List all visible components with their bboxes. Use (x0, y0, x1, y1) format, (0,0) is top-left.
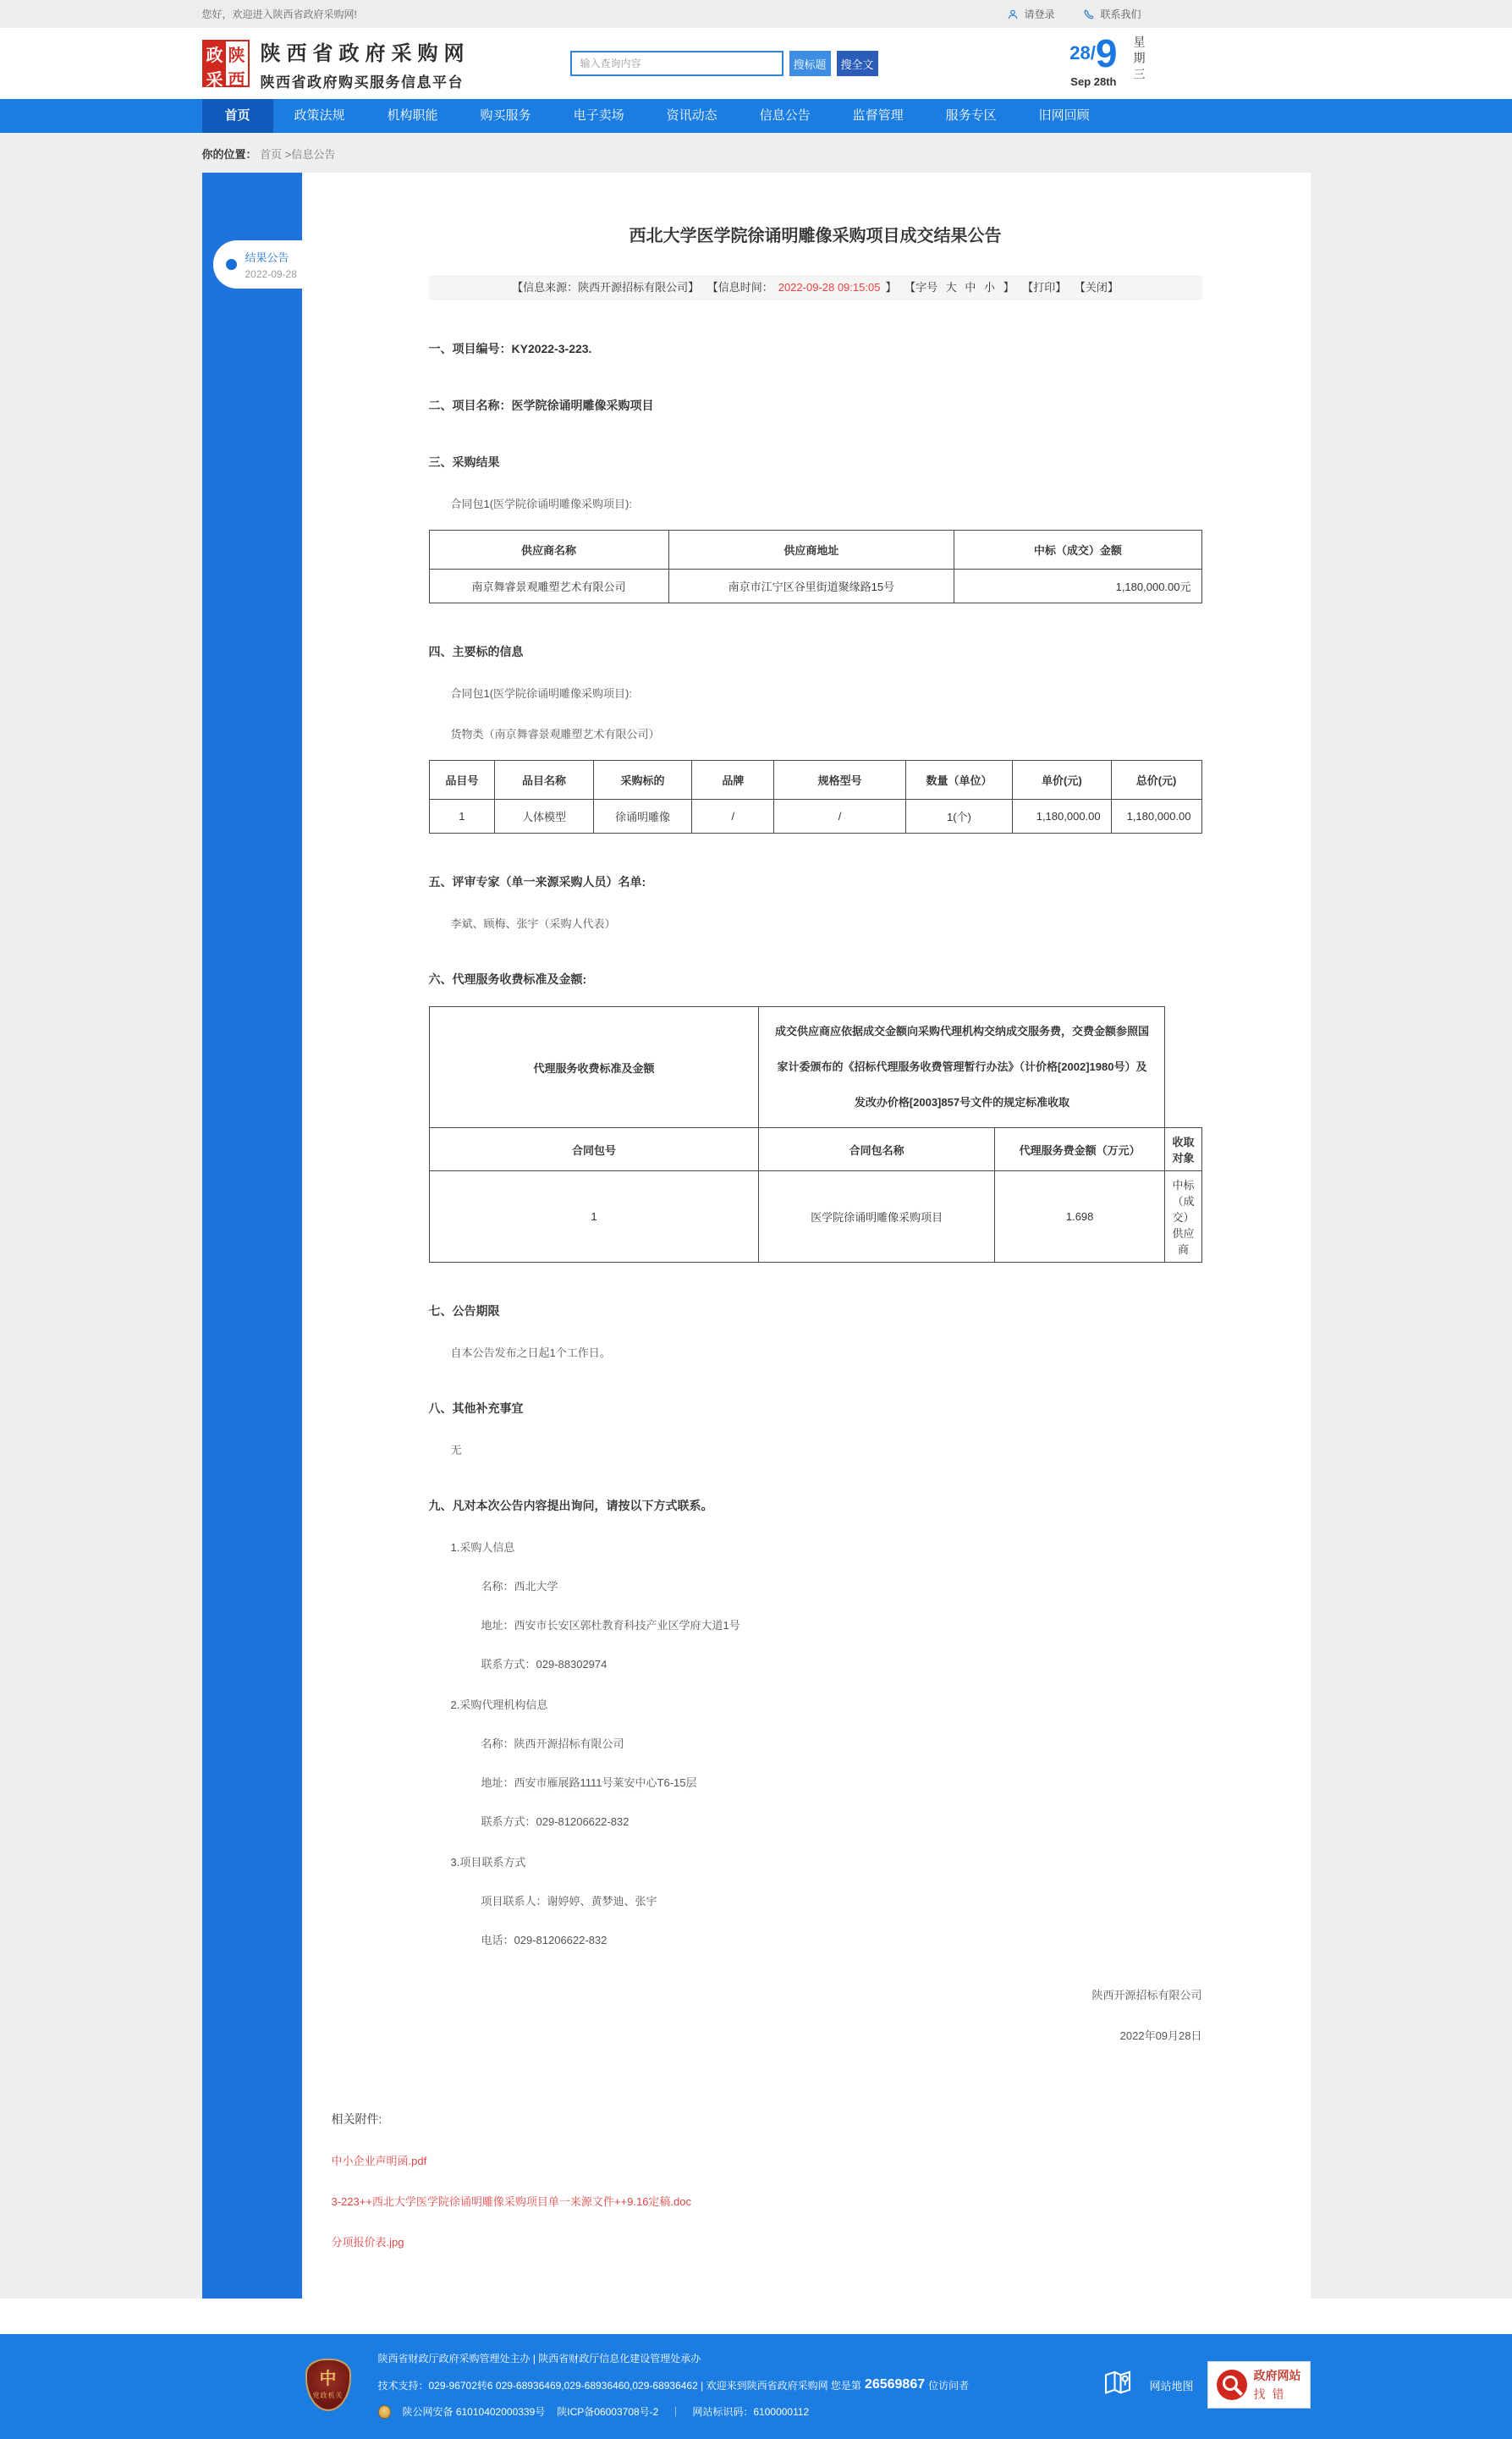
footer-beian-line (378, 2404, 970, 2419)
supplier-address-cell: 南京市江宁区谷里街道聚缘路15号 (668, 570, 954, 603)
seal-char: 西 (228, 71, 245, 90)
announcement-period-line: 自本公告发布之日起1个工作日。 (450, 1346, 611, 1359)
column-header: 合同包名称 (759, 1128, 994, 1171)
contract-package-line: 合同包1(医学院徐诵明雕像采购项目): (450, 498, 633, 510)
attachments-label: 相关附件: (331, 2112, 382, 2126)
experts-list-line: 李斌、顾梅、张宇（采购人代表） (450, 917, 616, 930)
contact-line: 名称：陕西开源招标有限公司 (481, 1737, 624, 1750)
table-row (429, 570, 1201, 603)
contact-group-title: 3.项目联系方式 (450, 1856, 526, 1869)
column-header: 品目名称 (495, 761, 594, 800)
supplier-table (429, 530, 1202, 603)
close-button[interactable]: 【关闭】 (1074, 281, 1119, 294)
nav-item-home[interactable]: 首页 (202, 99, 273, 133)
info-source: 【信息来源：陕西开源招标有限公司】 (512, 281, 700, 294)
fontsize-large-button[interactable]: 大 (945, 281, 957, 294)
fee-standard-label-cell: 代理服务收费标准及金额 (429, 1007, 759, 1128)
column-header: 供应商名称 (429, 531, 668, 570)
item-name-cell: 人体模型 (495, 800, 594, 834)
procurement-target-cell: 徐诵明雕像 (593, 800, 692, 834)
info-time-value: 2022-09-28 09:15:05 (778, 281, 881, 294)
column-header: 中标（成交）金额 (954, 531, 1201, 570)
total-price-cell: 1,180,000.00 (1111, 800, 1201, 834)
column-header: 单价(元) (1013, 761, 1112, 800)
contact-link[interactable] (1083, 7, 1141, 21)
login-label: 请登录 (1024, 8, 1055, 20)
other-matters-line: 无 (450, 1444, 462, 1456)
contact-line: 联系方式：029-81206622-832 (481, 1815, 630, 1828)
info-time-label: 【信息时间： (707, 281, 773, 294)
date-english: Sep 28th (1070, 75, 1117, 88)
print-button[interactable]: 【打印】 (1022, 281, 1067, 294)
item-no-cell: 1 (429, 800, 495, 834)
table-row (429, 1007, 1201, 1128)
spec-cell: / (774, 800, 905, 834)
attachment-link-doc[interactable]: 3-223++西北大学医学院徐诵明雕像采购项目单一来源文件++9.16定稿.doc (331, 2195, 691, 2208)
attachment-link-jpg[interactable]: 分项报价表.jpg (331, 2236, 404, 2249)
emblem-char: 中 (319, 2369, 337, 2388)
emblem-text: 党政机关 (312, 2391, 344, 2399)
site-subtitle: 陕西省政府购买服务信息平台 (260, 74, 464, 91)
gov-site-error-report-button[interactable] (1207, 2361, 1311, 2409)
breadcrumb-home-link[interactable]: 首页 (260, 148, 283, 161)
package-no-cell: 1 (429, 1171, 759, 1263)
search-title-button[interactable]: 搜标题 (789, 51, 831, 76)
welcome-text: 您好，欢迎进入陕西省政府采购网! (201, 8, 357, 20)
contact-line: 地址：西安市长安区郭杜教育科技产业区学府大道1号 (481, 1619, 740, 1632)
sidebar-category-label: 结果公告 (245, 251, 289, 264)
nav-item-service-zone[interactable]: 服务专区 (945, 108, 997, 123)
award-amount-cell: 1,180,000.00元 (954, 570, 1201, 603)
section-4-heading: 四、主要标的信息 (428, 645, 524, 658)
sitemap-link[interactable]: 网站地图 (1149, 2379, 1194, 2392)
section-6-heading: 六、代理服务收费标准及金额: (428, 972, 587, 986)
bullet-dot-icon (226, 259, 237, 270)
column-header: 代理服务费金额（万元） (994, 1128, 1165, 1171)
login-link[interactable] (1007, 7, 1054, 21)
icp-beian-link[interactable]: 陕ICP备06003708号-2 (557, 2406, 659, 2418)
contact-group-title: 1.采购人信息 (450, 1541, 515, 1554)
footer-organizer-line: 陕西省财政厅政府采购管理处主办 | 陕西省财政厅信息化建设管理处承办 (377, 2353, 701, 2365)
column-header: 品目号 (429, 761, 495, 800)
column-header: 规格型号 (774, 761, 905, 800)
fee-payer-cell: 中标（成交）供应商 (1165, 1171, 1201, 1263)
quantity-cell: 1(个) (905, 800, 1012, 834)
site-title: 陕西省政府采购网 (260, 41, 470, 65)
column-header: 采购标的 (593, 761, 692, 800)
seal-char: 陕 (228, 47, 245, 65)
supplier-name-cell: 南京舞睿景观雕塑艺术有限公司 (429, 570, 668, 603)
breadcrumb-separator: > (284, 148, 292, 161)
contact-group-title: 2.采购代理机构信息 (450, 1698, 548, 1711)
items-table (429, 760, 1202, 834)
sidebar-date-label: 2022-09-28 (245, 268, 297, 280)
breadcrumb (202, 133, 1311, 173)
breadcrumb-label: 你的位置： (201, 148, 257, 161)
breadcrumb-bar (0, 133, 1512, 173)
findbox-title: 政府网站 (1253, 2369, 1301, 2382)
visitor-count: 26569867 (864, 2377, 926, 2392)
section-3-heading: 三、采购结果 (428, 455, 500, 469)
column-header: 收取对象 (1165, 1128, 1201, 1171)
footer-support-line (378, 2377, 970, 2392)
top-utility-bar (0, 0, 1512, 28)
signoff-company: 陕西开源招标有限公司 (1091, 1989, 1202, 2001)
seal-char: 政 (206, 47, 223, 65)
search-bar (570, 51, 878, 76)
section-1-heading: 一、项目编号：KY2022-3-223. (428, 342, 592, 355)
site-logo[interactable] (202, 36, 470, 91)
user-icon (1007, 8, 1019, 20)
date-month: 9 (1095, 31, 1118, 75)
weekday-label: 星期三 (1132, 36, 1146, 84)
signoff-date: 2022年09月28日 (1119, 2029, 1202, 2042)
attachments-section (302, 2111, 1311, 2249)
agency-fee-table (429, 1006, 1202, 1263)
breadcrumb-current: 信息公告 (291, 148, 336, 161)
seal-logo-icon (202, 40, 250, 90)
date-day: 28 (1069, 42, 1091, 63)
contract-package-line: 合同包1(医学院徐诵明雕像采购项目): (450, 687, 633, 700)
table-row (429, 800, 1201, 834)
section-7-heading: 七、公告期限 (428, 1304, 500, 1318)
main-nav (0, 99, 1512, 133)
fontsize-medium-button[interactable]: 中 (965, 281, 976, 294)
column-header: 品牌 (692, 761, 774, 800)
nav-item-news[interactable]: 资讯动态 (666, 108, 718, 123)
column-header: 供应商地址 (668, 531, 954, 570)
table-header-row (429, 531, 1201, 570)
contact-line: 名称：西北大学 (481, 1580, 558, 1593)
nav-item-functions[interactable]: 机构职能 (387, 108, 438, 123)
brand-cell: / (692, 800, 774, 834)
page-title: 西北大学医学院徐诵明雕像采购项目成交结果公告 (629, 227, 1002, 245)
phone-icon (1083, 8, 1095, 20)
seal-char: 采 (206, 71, 223, 90)
date-widget (1069, 31, 1147, 93)
fee-amount-cell: 1.698 (994, 1171, 1165, 1263)
findbox-subtitle: 找错 (1253, 2387, 1291, 2401)
beian-divider: ｜ (670, 2406, 681, 2418)
column-header: 数量（单位） (905, 761, 1012, 800)
table-row (429, 1171, 1201, 1263)
site-footer (0, 2334, 1512, 2439)
police-beian-link[interactable]: 陕公网安备 61010402000339号 (402, 2406, 546, 2418)
fee-standard-desc-cell: 成交供应商应依据成交金额向采购代理机构交纳成交服务费，交费金额参照国家计委颁布的《招标代理服务收费管理暂行办法》（计价格[2002]1980号）及发改办价格[2003]857号文件的规定标准收取 (759, 1007, 1165, 1128)
contact-line: 联系方式：029-88302974 (481, 1658, 608, 1671)
column-header: 总价(元) (1111, 761, 1201, 800)
sitemap-icon[interactable] (1100, 2365, 1135, 2405)
section-2-heading: 二、项目名称：医学院徐诵明雕像采购项目 (428, 399, 654, 412)
nav-item-supervision[interactable]: 监督管理 (852, 108, 904, 123)
section-8-heading: 八、其他补充事宜 (428, 1401, 524, 1415)
table-header-row (429, 1128, 1201, 1171)
goods-category-line: 货物类（南京舞睿景观雕塑艺术有限公司） (450, 728, 660, 741)
footer-visitor-suffix: 位访问者 (928, 2379, 970, 2392)
police-badge-icon (378, 2405, 391, 2419)
nav-item-old-site[interactable]: 旧网回顾 (1038, 108, 1090, 123)
fontsize-close-bracket: 】 (1003, 281, 1014, 294)
date-slash: / (1090, 42, 1096, 63)
table-header-row (429, 761, 1201, 800)
government-emblem-icon (305, 2359, 351, 2411)
search-input[interactable] (570, 51, 783, 76)
nav-item-announcements[interactable]: 信息公告 (759, 108, 811, 123)
magnifier-icon (1217, 2370, 1247, 2400)
fontsize-small-button[interactable]: 小 (984, 281, 996, 294)
contact-label: 联系我们 (1100, 8, 1141, 20)
column-header: 合同包号 (429, 1128, 759, 1171)
nav-item-purchase-services[interactable]: 购买服务 (480, 108, 531, 123)
nav-item-policies[interactable]: 政策法规 (294, 108, 345, 123)
contact-line: 项目联系人：谢婷婷、黄梦迪、张宇 (481, 1895, 657, 1908)
site-code-text: 网站标识码：6100000112 (692, 2406, 810, 2418)
content-panel (302, 173, 1311, 2299)
section-5-heading: 五、评审专家（单一来源采购人员）名单: (428, 875, 646, 889)
left-sidebar (202, 173, 302, 2299)
article-meta-bar (429, 275, 1202, 300)
footer-support-text: 技术支持：029-96702转6 029-68936469,029-68936460,029-68936462 | 欢迎来到陕西省政府采购网 您是第 (377, 2379, 861, 2392)
section-9-heading: 九、凡对本次公告内容提出询问，请按以下方式联系。 (428, 1499, 713, 1512)
package-name-cell: 医学院徐诵明雕像采购项目 (759, 1171, 994, 1263)
info-time-close: 】 (885, 281, 897, 294)
contact-line: 电话：029-81206622-832 (481, 1934, 608, 1946)
site-header (0, 28, 1512, 99)
fontsize-label: 【字号 (904, 281, 938, 294)
unit-price-cell: 1,180,000.00 (1013, 800, 1112, 834)
attachment-link-pdf[interactable]: 中小企业声明函.pdf (331, 2155, 427, 2167)
sidebar-item-result-announcement[interactable] (213, 240, 302, 289)
search-fulltext-button[interactable]: 搜全文 (837, 51, 878, 76)
contact-line: 地址：西安市雁展路1111号莱安中心T6-15层 (481, 1776, 697, 1789)
nav-item-e-market[interactable]: 电子卖场 (573, 108, 624, 123)
